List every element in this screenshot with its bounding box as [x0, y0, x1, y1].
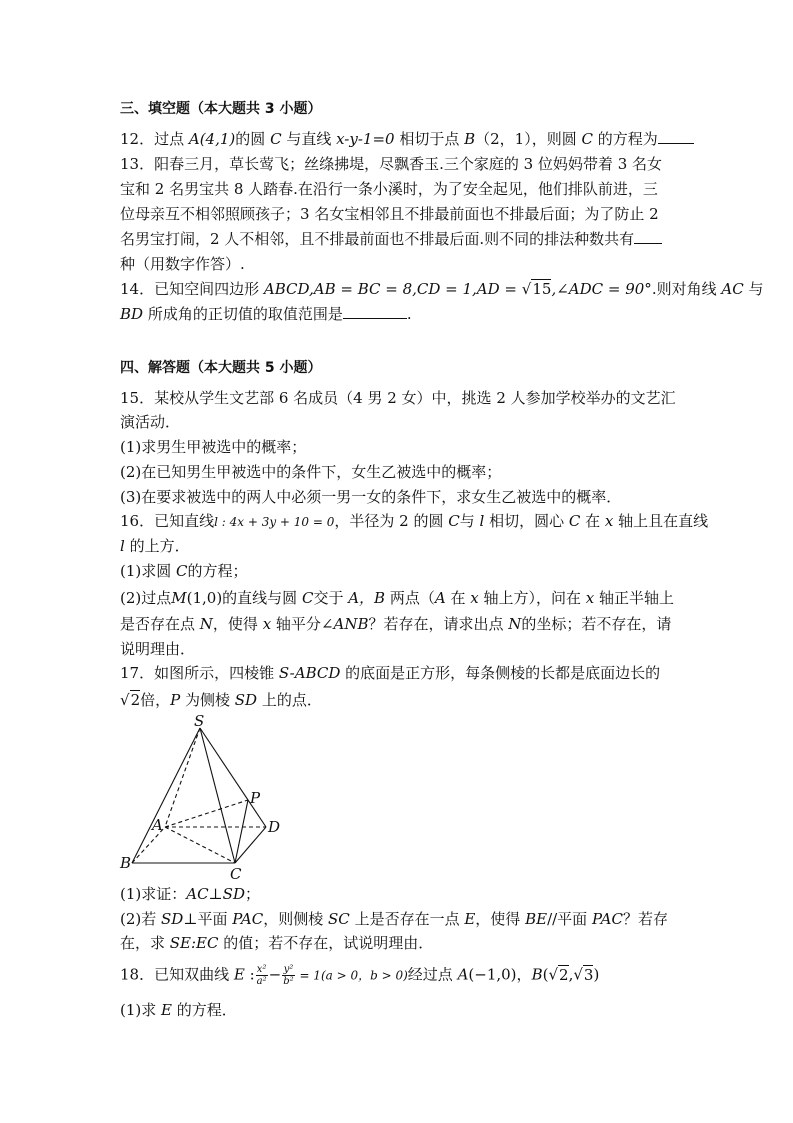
- edge-AP-hidden: [165, 800, 248, 827]
- question-16-line-1: 16．已知直线l : 4x + 3y + 10 = 0，半径为 2 的圆 C与 l 相切，圆心 C 在 x 轴上且在直线: [120, 512, 709, 530]
- question-15-part-2: (2)在已知男生甲被选中的条件下，女生乙被选中的概率；: [120, 463, 502, 481]
- edge-AC-hidden: [165, 827, 235, 863]
- question-16-line-2: l 的上方．: [120, 537, 190, 555]
- question-17-line-1: 17．如图所示，四棱锥 S-ABCD 的底面是正方形，每条侧棱的长都是底面边长的: [120, 664, 661, 682]
- edge-SC: [200, 728, 235, 863]
- question-15-part-1: (1)求男生甲被选中的概率；: [120, 438, 307, 456]
- fraction-x2-a2: $\frac{\text{x²}}{\text{a²}}$: [256, 964, 267, 987]
- question-16-line-5: 是否存在点 N，使得 x 轴平分∠ANB？若存在，请求出点 N的坐标；若不存在，请: [120, 615, 672, 633]
- edge-SB: [132, 728, 200, 863]
- fraction-y2-b2: $\frac{\text{y²}}{\text{b²}}$: [283, 964, 294, 987]
- question-17-line-2: √2倍，P 为侧棱 SD 上的点．: [120, 691, 322, 709]
- label-A: A: [152, 816, 163, 834]
- section-solutions-title: 四、解答题（本大题共 5 小题）: [120, 360, 322, 376]
- question-16-part-2: (2)过点M(1,0)的直线与圆 C交于 A，B 两点（A 在 x 轴上方），问在 x 轴正半轴上: [120, 589, 675, 607]
- label-D: D: [268, 818, 281, 836]
- question-15-line-2: 演活动．: [120, 413, 181, 431]
- question-16-part-1: (1)求圆 C的方程；: [120, 562, 248, 580]
- question-17-line-5: 在，求 SE:EC 的值；若不存在，试说明理由．: [120, 934, 434, 952]
- question-17-part-1: (1)求证：AC⊥SD；: [120, 885, 260, 903]
- question-14-line-2: BD 所成角的正切值的取值范围是 .: [120, 305, 412, 323]
- question-14-line-1: 14．已知空间四边形 ABCD,AB = BC = 8,CD = 1,AD = √15,∠ADC = 90°.则对角线 AC 与: [120, 280, 764, 298]
- question-15-part-3: (3)在要求被选中的两人中必须一男一女的条件下，求女生乙被选中的概率．: [120, 488, 622, 506]
- answer-blank-12: [658, 129, 694, 144]
- edge-CD: [235, 827, 266, 863]
- question-17-part-2: (2)若 SD⊥平面 PAC，则侧棱 SC 上是否存在一点 E，使得 BE//平面 PAC？若存: [120, 910, 668, 928]
- edge-SA-hidden: [165, 728, 200, 827]
- question-13-line-1: 13．阳春三月，草长莺飞；丝绦拂堤，尽飘香玉.三个家庭的 3 位妈妈带着 3 名女: [120, 155, 663, 173]
- answer-blank-13: [634, 229, 662, 244]
- label-C: C: [230, 865, 242, 882]
- label-P: P: [250, 789, 261, 807]
- question-16-line-6: 说明理由．: [120, 640, 196, 658]
- question-13-line-2: 宝和 2 名男宝共 8 人踏春.在沿行一条小溪时，为了安全起见，他们排队前进，三: [120, 180, 658, 198]
- question-18-part-1: (1)求 E 的方程．: [120, 1001, 237, 1019]
- edge-SD: [200, 728, 266, 827]
- answer-blank-14: [343, 304, 407, 319]
- question-13-line-5: 种（用数字作答）.: [120, 255, 245, 273]
- question-13-line-3: 位母亲互不相邻照顾孩子；3 名女宝相邻且不排最前面也不排最后面；为了防止 2: [120, 205, 659, 223]
- question-18-line-1: 18．已知双曲线 E : $\frac{\text{x²}}{\text{a²}}$ − $\frac{\text{y²}}{\text{b²}}$ = 1(a > 0，b > 0)经过点 A(−1,0)，B(√2,√3): [120, 964, 600, 987]
- label-S: S: [194, 712, 205, 730]
- question-13-line-4: 名男宝打闹，2 人不相邻，且不排最前面也不排最后面.则不同的排法种数共有: [120, 229, 662, 249]
- edge-CP: [235, 800, 248, 863]
- label-B: B: [120, 854, 132, 872]
- section-fill-in-title: 三、填空题（本大题共 3 小题）: [120, 101, 322, 117]
- question-12: 12．过点 A(4,1)的圆 C 与直线 x-y-1=0 相切于点 B（2，1），则圆 C 的方程为: [120, 129, 694, 149]
- pyramid-figure: [114, 710, 294, 882]
- question-15-line-1: 15．某校从学生文艺部 6 名成员（4 男 2 女）中，挑选 2 人参加学校举办的文艺汇: [120, 389, 676, 407]
